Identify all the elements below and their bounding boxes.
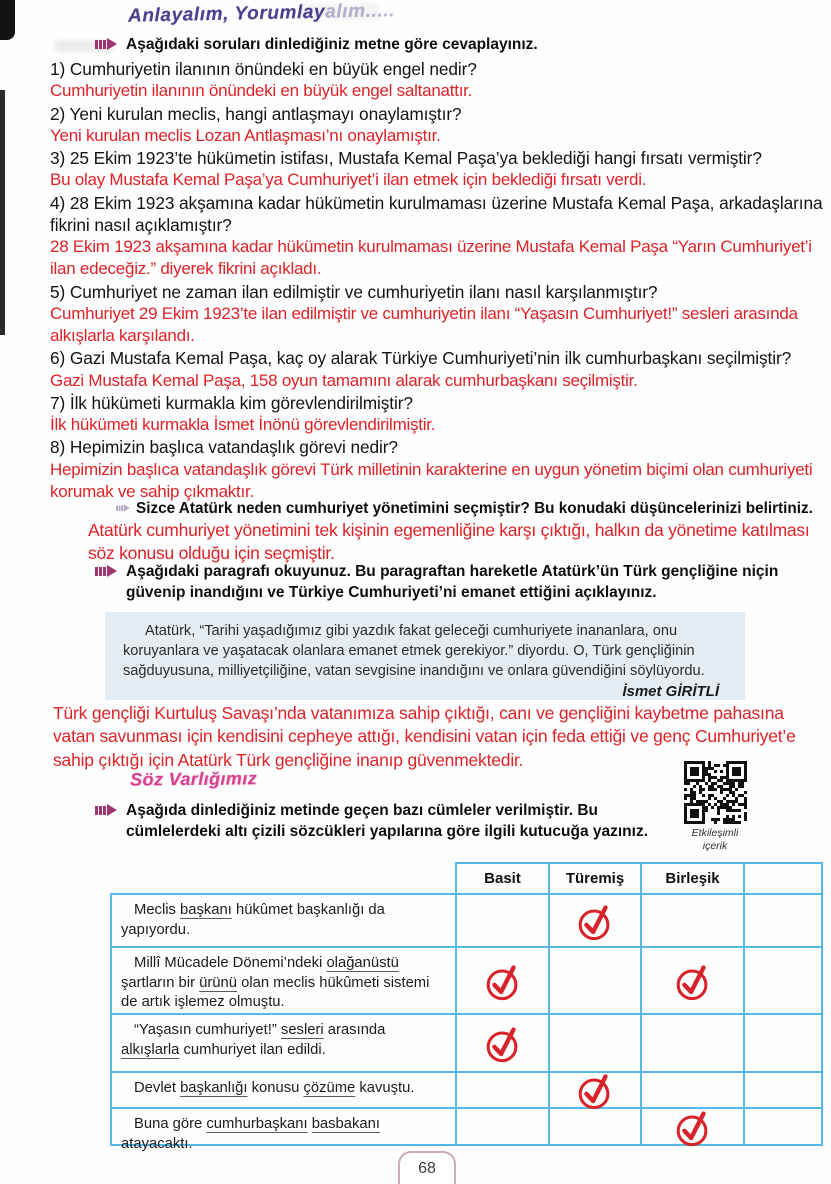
table-row-sentence-4: Devlet başkanlığı konusu çözüme kavuştu. (110, 1073, 457, 1109)
table-row-sentence-5: Buna göre cumhurbaşkanı basbakanı atayacaktı. (110, 1109, 457, 1146)
table-row-sentence-2: Millî Mücadele Dönemi’ndeki olağanüstü şartların bir ürünü olan meclis hükûmeti sistemi de artık işlemez olmuştu. (110, 948, 457, 1015)
paragraph-task-prompt (95, 561, 785, 603)
question-1: 1) Cumhuriyetin ilanının önündeki en büyük engel nedir? (50, 59, 477, 79)
check-icon (672, 1105, 714, 1149)
question-4: 4) 28 Ekim 1923 akşamına kadar hükümetin kurulmaması üzerine Mustafa Kemal Paşa, arkadaşlarına fikrini nasıl açıklamıştır? (50, 192, 823, 235)
question-7: 7) İlk hükümeti kurmakla kim görevlendirilmiştir? (50, 392, 413, 413)
underlined-word: basbakanı (311, 1116, 380, 1132)
table-row-extra-1 (745, 895, 823, 948)
table-row-extra-3 (745, 1015, 823, 1073)
underlined-word: cumhurbaşkanı (206, 1116, 308, 1132)
question-8: 8) Hepimizin başlıca vatandaşlık görevi nedir? (50, 437, 398, 458)
quote-author: İsmet GİRİTLİ (622, 683, 719, 700)
answer-2: Yeni kurulan meclis Lozan Antlaşması’nı onaylamıştır. (50, 125, 441, 145)
scan-artifact (0, 0, 15, 40)
vocabulary-prompt-text: Aşağıda dinlediğiniz metinde geçen bazı cümleler verilmiştir. Bu cümlelerdeki altı çizili sözcükleri yapılarına göre ilgili kutucuğa yazınız. (126, 802, 649, 840)
vocabulary-prompt (95, 800, 683, 842)
table-row-sentence-1: Meclis başkanı hükûmet başkanlığı da yapıyordu. (110, 895, 457, 948)
table-row-sentence-3: “Yaşasın cumhuriyet!” sesleri arasında alkışlarla cumhuriyet ilan edildi. (110, 1015, 457, 1073)
answer-cell-3-türemiş (550, 1015, 642, 1073)
table-row-extra-4 (745, 1073, 823, 1109)
paragraph-task-section (95, 561, 785, 603)
column-header-birleşik: Birleşik (642, 862, 745, 895)
table-row-extra-2 (745, 948, 823, 1015)
answer-7: İlk hükümeti kurmakla İsmet İnönü görevlendirilmiştir. (50, 415, 436, 434)
answer-cell-5-basit (457, 1109, 550, 1146)
answer-1: Cumhuriyetin ilanının önündeki en büyük engel saltanattır. (50, 81, 473, 101)
underlined-word: sesleri (280, 1022, 324, 1038)
answer-cell-2-basit (457, 948, 550, 1015)
answer-6: Gazi Mustafa Kemal Paşa, 158 oyun tamamını alarak cumhurbaşkanı seçilmiştir. (50, 370, 638, 390)
page-number: 68 (418, 1160, 436, 1177)
quote-text: Atatürk, “Tarihi yaşadığımız gibi yazdık fakat geleceği cumhuriyete inananlara, onu koruyanlara ve yaşatacak olanlara emanet etmek gerekiyor.” diyordu. O, Türk gençliğinin sağduyusuna, milliyetçiliğine, vatan sevgisine inandığını ve onlara güvendiğini söylüyordu. (123, 623, 705, 679)
underlined-word: olağanüstü (326, 955, 399, 971)
opinion-answer: Atatürk cumhuriyet yönetimini tek kişinin egemenliğine karşı çıktığı, halkın da yönetime katılması söz konusu olduğu için seçmiştir. (88, 520, 810, 563)
vocabulary-title: Söz Varlığımız (129, 768, 258, 790)
answer-3: Bu olay Mustafa Kemal Paşa’ya Cumhuriyet’i ilan etmek için beklediği fırsatı verdi. (50, 170, 647, 190)
section-title-fade: alım..... (325, 0, 396, 23)
column-header-basit: Basit (457, 862, 550, 895)
underlined-word: alkışlarla (121, 1041, 180, 1058)
quote-box (105, 612, 745, 700)
table-row-extra-5 (745, 1109, 823, 1146)
reflection-answer: Türk gençliği Kurtuluş Savaşı’nda vatanımıza sahip çıktığı, canı ve gençliğini kaybetme pahasına vatan savunması için kendisini cepheye attığı, kendisini vatan için feda ettiği ve genç Cumhuriyet’e sahip çıktığı için Atatürk Türk gençliğine inanıp güvenmektedir. (53, 703, 796, 770)
opinion-question-section (88, 498, 828, 565)
check-icon (574, 899, 616, 943)
answer-cell-3-basit (457, 1015, 550, 1073)
answer-4: 28 Ekim 1923 akşamına kadar hükümetin kurulmaması üzerine Mustafa Kemal Paşa “Yarın Cumhuriyet’i ilan edeceğiz.” diyerek fikrini açıkladı. (50, 237, 812, 279)
listening-prompt-text: Aşağıdaki soruları dinlediğiniz metne göre cevaplayınız. (126, 36, 538, 53)
table-header-extra (745, 862, 823, 895)
answer-cell-5-türemiş (550, 1109, 642, 1146)
answer-8: Hepimizin başlıca vatandaşlık görevi Türk milletinin karakterine en uygun yönetim biçimi olan cumhuriyeti korumak ve sahip çıkmaktır. (50, 459, 813, 501)
section-title-main: Anlayalım, Yorumlay (127, 1, 326, 27)
qr-code-icon[interactable] (684, 761, 747, 824)
page-number-tab (398, 1151, 456, 1184)
scan-artifact (0, 90, 5, 335)
listening-prompt (95, 34, 824, 55)
answer-cell-3-birleşik (642, 1015, 745, 1073)
underlined-word: çözüme (303, 1080, 356, 1096)
column-header-türemiş: Türemiş (550, 862, 642, 895)
underlined-word: ürünü (199, 974, 237, 991)
check-icon (482, 959, 524, 1003)
section-title (128, 0, 395, 28)
listening-questions-section (50, 34, 824, 503)
vocabulary-prompt-section (95, 800, 683, 842)
prompt-arrow-icon (95, 804, 117, 816)
answer-cell-5-birleşik (642, 1109, 745, 1146)
check-icon (672, 959, 714, 1003)
answer-cell-1-türemiş (550, 895, 642, 948)
question-3: 3) 25 Ekim 1923’te hükümetin istifası, Mustafa Kemal Paşa’ya beklediği hangi fırsatı vermiştir? (50, 148, 762, 168)
qr-caption: Etkileşimli içerik (691, 827, 739, 852)
vocabulary-table (110, 862, 823, 1152)
question-6: 6) Gazi Mustafa Kemal Paşa, kaç oy alarak Türkiye Cumhuriyeti’nin ilk cumhurbaşkanı seçilmiştir? (50, 348, 792, 369)
prompt-arrow-icon (95, 565, 117, 577)
answer-cell-2-türemiş (550, 948, 642, 1015)
prompt-arrow-icon (95, 38, 117, 50)
underlined-word: başkanlığı (180, 1080, 248, 1096)
answer-cell-1-birleşik (642, 895, 745, 948)
paragraph-task-prompt-text: Aşağıdaki paragrafı okuyunuz. Bu paragraftan hareketle Atatürk’ün Türk gençliğine niçin güvenip inandığını ve Türkiye Cumhuriyeti’ni emanet ettiğini açıklayınız. (126, 563, 779, 601)
opinion-prompt-text: Sizce Atatürk neden cumhuriyet yönetimini seçmiştir? Bu konudaki düşüncelerinizi belirtiniz. (136, 500, 813, 517)
check-icon (482, 1021, 524, 1065)
answer-5: Cumhuriyet 29 Ekim 1923’te ilan edilmiştir ve cumhuriyetin ilanı “Yaşasın Cumhuriyet!” sesleri arasında alkışlarla karşılandı. (50, 303, 798, 345)
answer-cell-4-türemiş (550, 1073, 642, 1109)
table-header-spacer (110, 862, 457, 895)
opinion-prompt (112, 498, 828, 519)
question-5: 5) Cumhuriyet ne zaman ilan edilmiştir ve cumhuriyetin ilanı nasıl karşılanmıştır? (50, 281, 658, 302)
underlined-word: başkanı (180, 902, 232, 918)
answer-cell-4-basit (457, 1073, 550, 1109)
answer-cell-1-basit (457, 895, 550, 948)
question-answer-list (50, 58, 824, 503)
question-2: 2) Yeni kurulan meclis, hangi antlaşmayı onaylamıştır? (50, 103, 462, 124)
check-icon (574, 1068, 616, 1112)
prompt-arrow-icon (116, 504, 130, 511)
qr-block (682, 761, 748, 852)
answer-cell-2-birleşik (642, 948, 745, 1015)
